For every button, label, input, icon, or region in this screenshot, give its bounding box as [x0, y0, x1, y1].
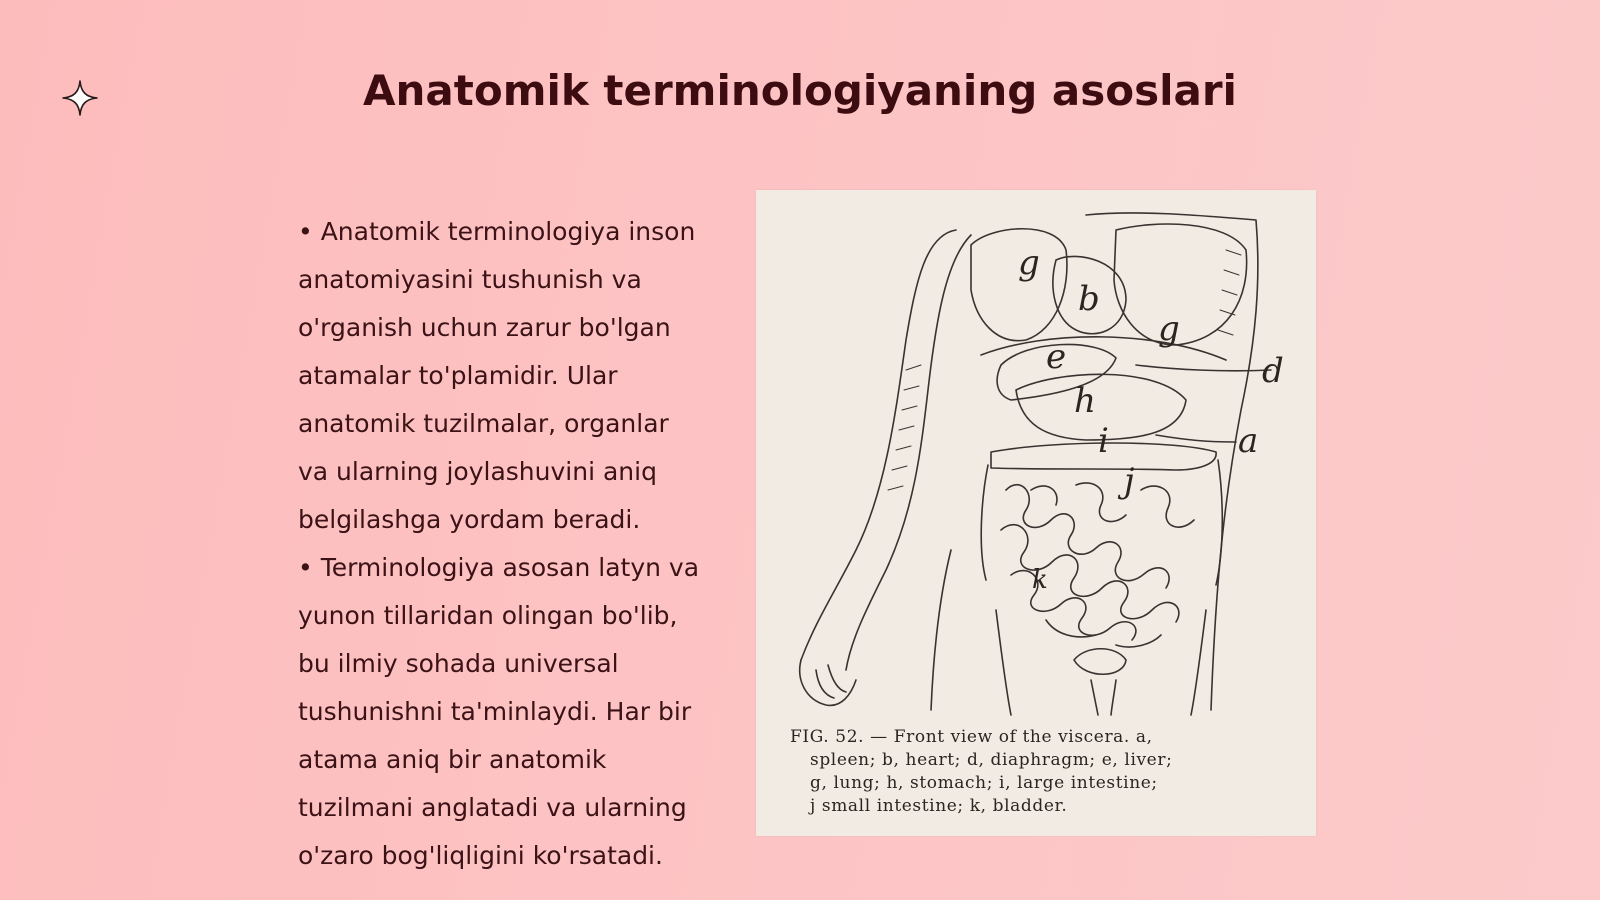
label-g-left: g	[1018, 243, 1040, 283]
body-text	[298, 208, 703, 880]
label-h: h	[1074, 381, 1096, 421]
label-i: i	[1098, 421, 1109, 461]
caption-line: spleen; b, heart; d, diaphragm; e, liver;	[810, 750, 1173, 770]
viscera-drawing	[756, 190, 1316, 720]
label-a: a	[1238, 421, 1259, 461]
slide-title: Anatomik terminologiyaning asoslari	[363, 66, 1237, 115]
label-j: j	[1124, 461, 1135, 501]
label-k: k	[1032, 565, 1048, 595]
label-e: e	[1046, 337, 1067, 377]
caption-line: g, lung; h, stomach; i, large intestine;	[810, 773, 1158, 793]
label-g-right: g	[1158, 309, 1180, 349]
bullet-1: • Anatomik terminologiya inson anatomiyasini tushunish va o'rganish uchun zarur bo'lgan atamalar to'plamidir. Ular anatomik tuzilmalar, organlar va ularning joylashuvini aniq belgilashga yordam beradi.	[298, 217, 696, 534]
bullet-2: • Terminologiya asosan latyn va yunon tillaridan olingan bo'lib, bu ilmiy sohada universal tushunishni ta'minlaydi. Har bir atama aniq bir anatomik tuzilmani anglatadi va ularning o'zaro bog'liqligini ko'rsatadi.	[298, 553, 700, 870]
caption-line: FIG. 52. — Front view of the viscera. a,	[790, 727, 1153, 747]
anatomy-illustration	[756, 190, 1316, 836]
label-b: b	[1078, 279, 1100, 319]
label-d: d	[1262, 351, 1284, 391]
caption-line: j small intestine; k, bladder.	[810, 796, 1068, 816]
figure-caption	[790, 726, 1290, 818]
